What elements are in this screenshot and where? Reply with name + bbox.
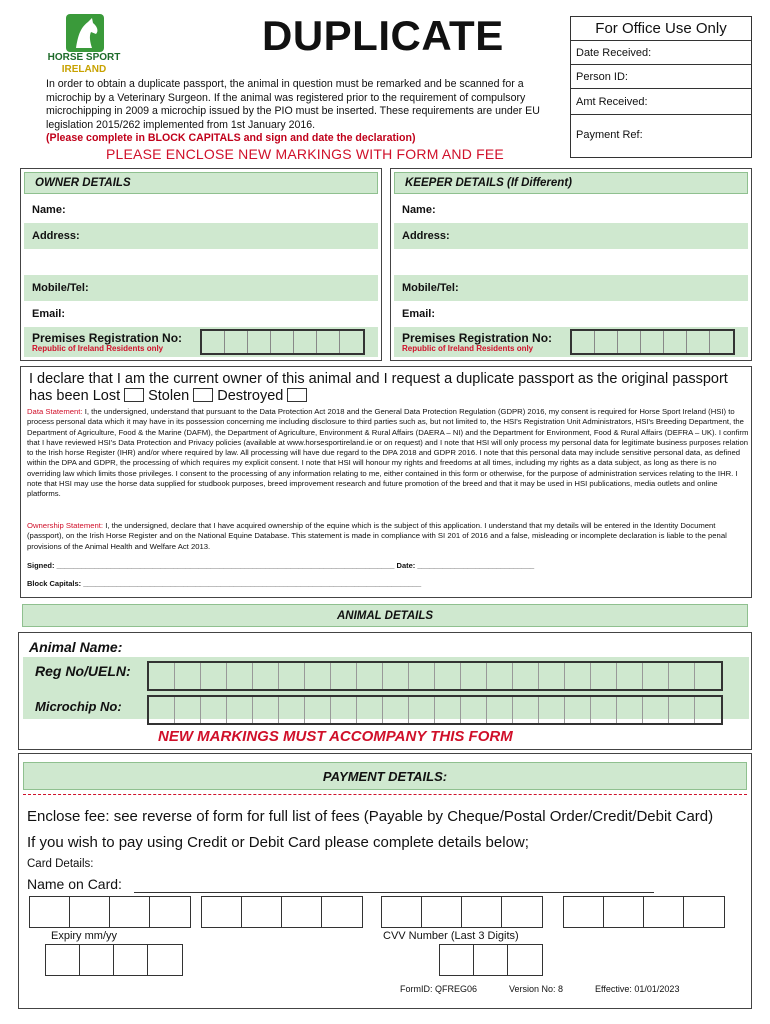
declaration-main [29,371,744,405]
payment-ref-field[interactable]: Payment Ref: [576,129,643,141]
intro-note: (Please complete in BLOCK CAPITALS and sign and date the declaration) [46,132,416,144]
version-no: Version No: 8 [509,984,564,994]
cvv-boxes[interactable] [439,944,543,976]
expiry-boxes[interactable] [45,944,183,976]
payment-section [18,753,752,1009]
destroyed-label: Destroyed [217,388,284,404]
keeper-address-field[interactable]: Address: [394,223,748,249]
card-number-group-4[interactable] [563,896,725,928]
name-on-card-label: Name on Card: [27,876,122,892]
owner-mobile-field[interactable]: Mobile/Tel: [24,275,378,301]
signed-line[interactable]: Signed: _________________________________________________________________________________ Date: ____________________________ [27,561,535,570]
microchip-boxes[interactable] [147,695,723,725]
owner-email-field[interactable]: Email: [24,301,378,327]
keeper-address-line2[interactable] [394,249,748,275]
effective-date: Effective: 01/01/2023 [595,984,680,994]
keeper-premises-note: Republic of Ireland Residents only [402,344,534,353]
date-received-field[interactable]: Date Received: [571,41,751,65]
owner-address-field[interactable]: Address: [24,223,378,249]
owner-premises-boxes[interactable] [200,329,365,355]
page-title: DUPLICATE [262,12,504,59]
card-number-group-1[interactable] [29,896,191,928]
new-markings-notice: NEW MARKINGS MUST ACCOMPANY THIS FORM [158,728,513,745]
owner-name-field[interactable]: Name: [24,197,378,223]
destroyed-checkbox[interactable] [287,388,307,402]
payment-heading: PAYMENT DETAILS: [23,762,747,790]
reg-no-boxes[interactable] [147,661,723,691]
reg-no-label: Reg No/UELN: [35,663,131,679]
amt-received-field[interactable]: Amt Received: [571,89,751,115]
data-statement [27,407,749,500]
declaration-main-text: I declare that I am the current owner of this animal and I request a duplicate passport as the original passport has been Lost [29,371,728,404]
fee-text: Enclose fee: see reverse of form for full list of fees (Payable by Cheque/Postal Order/Credit/Debit Card) [27,808,714,825]
keeper-name-field[interactable]: Name: [394,197,748,223]
owner-details-panel [20,168,382,361]
ownership-statement [27,521,749,552]
block-capitals-line[interactable]: Block Capitals: _________________________________________________________________________________ [27,579,422,588]
card-number-group-2[interactable] [201,896,363,928]
owner-premises-note: Republic of Ireland Residents only [32,344,164,353]
logo-line2: IRELAND [61,64,107,75]
horse-head-icon [66,14,104,52]
animal-name-field[interactable]: Animal Name: [29,639,123,655]
logo-line1: HORSE SPORT [47,52,121,63]
hsi-logo [44,12,122,78]
stolen-checkbox[interactable] [193,388,213,402]
lost-checkbox[interactable] [124,388,144,402]
declaration-section [20,366,752,598]
owner-heading: OWNER DETAILS [24,172,378,194]
divider [23,794,747,795]
data-statement-text: I, the undersigned, understand that pursuant to the Data Protection Act 2018 and the General Data Protection Regulation (GDPR) 2016, my consent is required for Horse Sport Ireland (HSI) to process personal data which it may have in its possession concerning me including disclosure to third parties such as, but not limited to, the HSI's Registration Unit Administrators, HSI's Breeding Department, the Department of Agriculture, Food & the Marine (DAFM), the Department of Agriculture, Environment & Rural Affairs (DAERA – NI) and the Department for Environment, Food & Rural Affairs (DEFRA – UK). I confirm that I have reviewed HSI's Data Protection and Privacy policies (available at www.horsesportireland.ie or on request) and I note that HSI will only process my personal data for legitimate business purposes relation to the Irish horse Register (IHR) and/or where required by law. All processing will have due regard to the DPA 2018 and GDPR 2016. I note that this personal data may include sensitive personal data, as defined within the DPA and GDPR, the processing of which requires my explicit consent. I note that HSI will honour my rights and freedoms at all times, including my rights as a data subject, as long as there is no overriding law which limits those privileges. I consent to the processing of any information relating to me, either contained in this form or otherwise, for the purpose of administration services relating to the IHR. I note that HSI may use the horse data supplied for studbook purposes, breed improvement research and future promotion of the breed and that it may be used in HSI publications, media outlets and online platforms. [27,407,749,499]
office-heading: For Office Use Only [571,17,751,41]
ownership-statement-text: I, the undersigned, declare that I have acquired ownership of the equine which is the subject of this application. I understand that my details will be entered in the Identity Document (passport), on the Irish Horse Register and on the National Equine Database. This statement is made in compliance with SI 201 of 2016 and a false, misleading or incomplete declaration is liable to the penal provisions of the Animal Health and Welfare Act 2013. [27,521,727,551]
keeper-mobile-field[interactable]: Mobile/Tel: [394,275,748,301]
person-id-field[interactable]: Person ID: [571,65,751,89]
keeper-premises-label: Premises Registration No: [402,331,553,345]
keeper-premises-field[interactable] [394,327,748,357]
expiry-label: Expiry mm/yy [51,930,117,942]
keeper-email-field[interactable]: Email: [394,301,748,327]
ownership-statement-label: Ownership Statement: [27,521,104,530]
footer [400,984,679,994]
form-id: FormID: QFREG06 [400,984,478,994]
keeper-heading: KEEPER DETAILS (If Different) [394,172,748,194]
owner-address-line2[interactable] [24,249,378,275]
animal-details-heading: ANIMAL DETAILS [22,604,748,627]
office-use-box [570,16,752,158]
cvv-label: CVV Number (Last 3 Digits) [383,930,519,942]
intro-text [46,78,566,146]
card-pay-text: If you wish to pay using Credit or Debit Card please complete details below; [27,834,529,851]
data-statement-label: Data Statement: [27,407,83,416]
keeper-details-panel [390,168,752,361]
enclose-notice: PLEASE ENCLOSE NEW MARKINGS WITH FORM AND FEE [106,146,504,162]
owner-premises-label: Premises Registration No: [32,331,183,345]
stolen-label: Stolen [148,388,190,404]
name-on-card-input[interactable] [134,892,654,893]
intro-body: In order to obtain a duplicate passport, the animal in question must be remarked and be scanned for a microchip by a Veterinary Surgeon. If the animal was registered prior to the requirement of compulsory microchipping in 2009 a microchip issued by the PIO must be inserted. These requirements are under EU legislation 2015/262 implemented from 1st January 2016. [46,78,540,131]
keeper-premises-boxes[interactable] [570,329,735,355]
microchip-label: Microchip No: [35,699,122,714]
card-details-label: Card Details: [27,858,94,870]
owner-premises-field[interactable] [24,327,378,357]
card-number-group-3[interactable] [381,896,543,928]
